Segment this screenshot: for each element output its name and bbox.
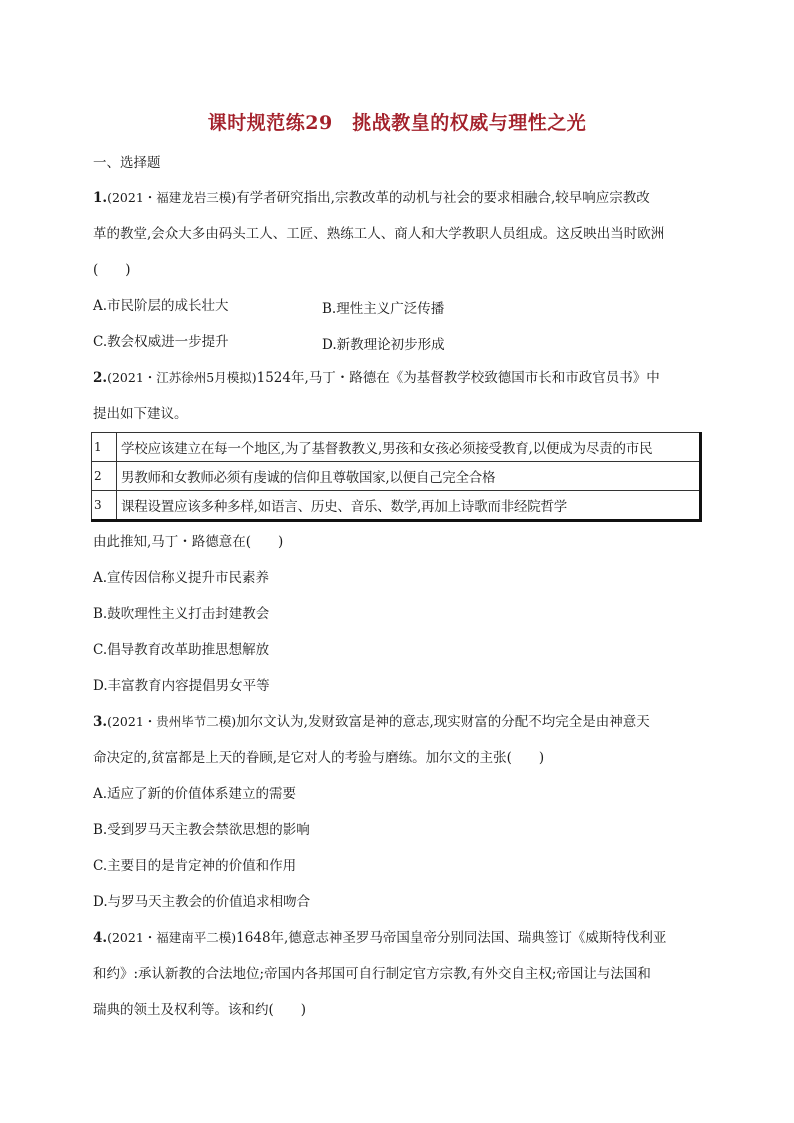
row-number: 3 [92, 491, 117, 521]
section-heading: 一、选择题 [93, 155, 161, 171]
row-text: 学校应该建立在每一个地区,为了基督教教义,男孩和女孩必须接受教育,以便成为尽责的市民 [117, 433, 701, 462]
question-3-line-2: 命决定的,贫富都是上天的眷顾,是它对人的考验与磨练。加尔文的主张( ) [93, 750, 545, 766]
question-3-line-1 [93, 713, 650, 731]
table-row [92, 433, 701, 462]
option-c: C.主要目的是肯定神的价值和作用 [93, 858, 297, 874]
answer-blank: ( ) [93, 262, 131, 278]
proposal-table [91, 432, 702, 522]
question-source: (2021・江苏徐州5月模拟) [107, 370, 257, 385]
question-text: 1524年,马丁・路德在《为基督教学校致德国市长和市政官员书》中 [256, 370, 660, 386]
option-d: D.与罗马天主教会的价值追求相吻合 [93, 894, 311, 910]
question-number: 3. [93, 714, 108, 730]
option-b: B.理性主义广泛传播 [322, 301, 445, 317]
question-1-line-1 [93, 189, 650, 207]
question-4-line-2: 和约》:承认新教的合法地位;帝国内各邦国可自行制定官方宗教,有外交自主权;帝国让与法国和 [93, 966, 651, 982]
question-2-line-2: 提出如下建议。 [93, 406, 188, 422]
question-2-stem: 由此推知,马丁・路德意在( ) [93, 534, 284, 550]
option-a: A.适应了新的价值体系建立的需要 [93, 786, 297, 802]
row-text: 男教师和女教师必须有虔诚的信仰且尊敬国家,以便自己完全合格 [117, 462, 701, 491]
question-text: 有学者研究指出,宗教改革的动机与社会的要求相融合,较早响应宗教改 [236, 190, 650, 206]
question-4-line-3: 瑞典的领土及权利等。该和约( ) [93, 1002, 307, 1018]
question-source: (2021・福建龙岩三模) [107, 190, 237, 205]
row-text: 课程设置应该多种多样,如语言、历史、音乐、数学,再加上诗歌而非经院哲学 [117, 491, 701, 521]
question-text: 1648年,德意志神圣罗马帝国皇帝分别同法国、瑞典签订《威斯特伐利亚 [236, 930, 667, 946]
option-c: C.教会权威进一步提升 [93, 334, 229, 350]
question-source: (2021・贵州毕节二模) [107, 714, 237, 729]
row-number: 1 [92, 433, 117, 462]
option-b: B.鼓吹理性主义打击封建教会 [93, 606, 270, 622]
question-source: (2021・福建南平二模) [107, 930, 237, 945]
question-4-line-1 [93, 929, 666, 947]
option-b: B.受到罗马天主教会禁欲思想的影响 [93, 822, 310, 838]
question-2-line-1 [93, 369, 660, 387]
question-number: 4. [93, 930, 108, 946]
question-text: 加尔文认为,发财致富是神的意志,现实财富的分配不均完全是由神意天 [236, 714, 650, 730]
option-d: D.丰富教育内容提倡男女平等 [93, 678, 270, 694]
option-a: A.宣传因信称义提升市民素养 [93, 570, 270, 586]
page-title: 课时规范练29 挑战教皇的权威与理性之光 [207, 112, 587, 134]
question-number: 1. [93, 190, 108, 206]
option-c: C.倡导教育改革助推思想解放 [93, 642, 270, 658]
option-d: D.新教理论初步形成 [322, 337, 445, 353]
table-row [92, 462, 701, 491]
table-row [92, 491, 701, 521]
question-number: 2. [93, 370, 108, 386]
option-a: A.市民阶层的成长壮大 [93, 298, 229, 314]
row-number: 2 [92, 462, 117, 491]
question-1-line-2: 革的教堂,会众大多由码头工人、工匠、熟练工人、商人和大学教职人员组成。这反映出当时欧洲 [93, 226, 665, 242]
